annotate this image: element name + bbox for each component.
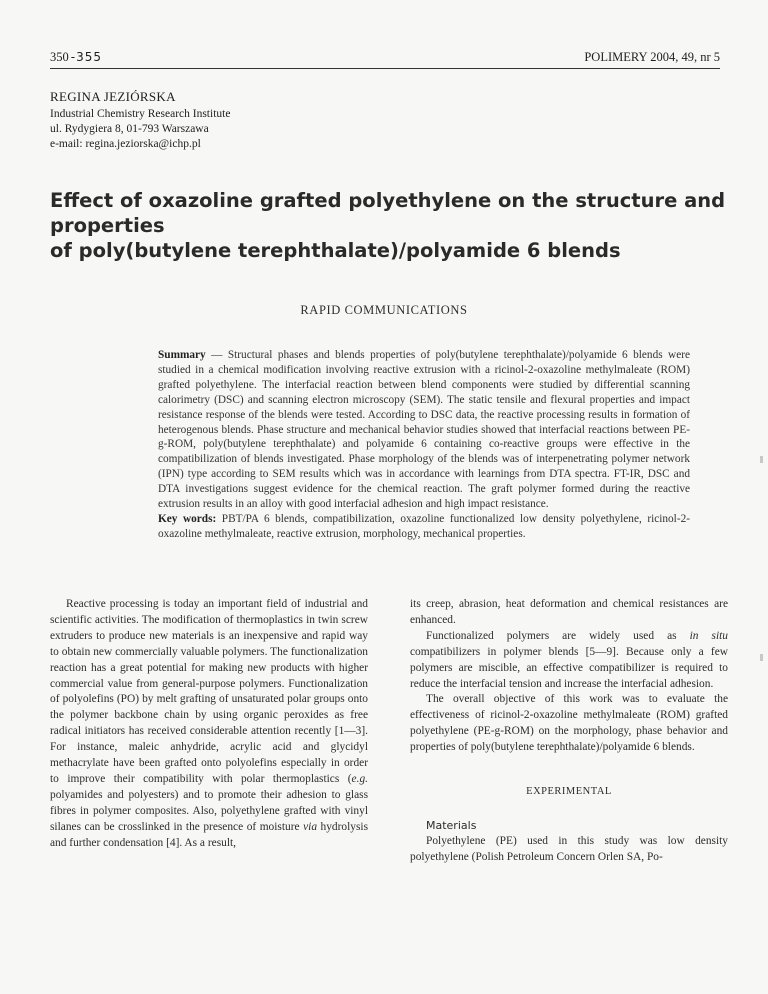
materials-paragraph: Polyethylene (PE) used in this study was low density polyethylene (Polish Petroleum Concern Orlen SA, Po- <box>410 834 728 863</box>
page-number: 350 -355 <box>50 50 102 64</box>
body-column-left <box>50 597 368 852</box>
author-name: REGINA JEZIÓRSKA <box>50 89 176 104</box>
keywords-text: PBT/PA 6 blends, compatibilization, oxazoline functionalized low density polyethylene, ricinol-2-oxazoline methylmaleate, reactive extrusion, morphology, mechanical properties. <box>158 512 690 540</box>
summary-block <box>158 348 690 542</box>
affiliation-institute: Industrial Chemistry Research Institute <box>50 108 231 120</box>
scan-edge-mark <box>760 456 763 463</box>
affiliation-email[interactable]: e-mail: regina.jeziorska@ichp.pl <box>50 138 201 150</box>
objective-paragraph: The overall objective of this work was to evaluate the effectiveness of ricinol-2-oxazoline methylmaleate (ROM) grafted polyethylene (PE-g-ROM) on the morphology, phase behavior and properties of poly(butylene terephthalate)/polyamide 6 blends. <box>410 693 728 754</box>
body-column-right <box>410 597 728 866</box>
continued-paragraph: its creep, abrasion, heat deformation and chemical resistances are enhanced. <box>410 598 728 626</box>
handwritten-page-range: -355 <box>70 50 102 64</box>
materials-heading: Materials <box>426 818 477 832</box>
keywords-label: Key words: <box>158 512 217 525</box>
title-line-1: Effect of oxazoline grafted polyethylene on the structure and properties <box>50 189 726 237</box>
running-header <box>50 50 720 70</box>
summary-paragraph <box>158 348 690 512</box>
affiliation-address: ul. Rydygiera 8, 01-793 Warszawa <box>50 123 209 135</box>
section-label: RAPID COMMUNICATIONS <box>300 303 468 317</box>
paper-title <box>50 188 730 263</box>
summary-label: Summary <box>158 349 206 361</box>
keywords-paragraph <box>158 512 690 542</box>
journal-citation: POLIMERY 2004, 49, nr 5 <box>584 50 720 64</box>
header-rule <box>50 68 720 69</box>
author-affiliation <box>50 107 230 152</box>
compatibilizer-paragraph: Functionalized polymers are widely used as in situ compatibilizers in polymer blends [5—9]. Because only a few polymers are miscible, an effective compatibilizer is required to reduce the interfacial tension and increase the interfacial adhesion. <box>410 629 728 690</box>
summary-text: — Structural phases and blends properties of poly(butylene terephthalate)/polyamide 6 blends were studied in a chemical modification involving reactive extrusion with a ricinol-2-oxazoline methylmaleate (ROM) grafted polyethylene. The interfacial reaction between blend components were studied by differential scanning calorimetry (DSC) and scanning electron microscopy (SEM). The static tensile and flexural properties and impact resistance response of the blends were tested. According to DSC data, the reactive processing results in formation of heterogenous blends. Phase structure and mechanical behavior studies showed that interfacial reactions between PE-g-ROM, poly(butylene terephthalate) and polyamide 6 containing co-reactive groups were effective in the compatibilization of blends investigated. Phase morphology of the blends was of interpenetrating polymer network (IPN) type according to SEM results which was in accordance with learnings from DTA spectra. FT-IR, DSC and DTA investigations suggest evidence for the chemical reaction. The graft polymer formed during the reactive extrusion results in an alloy with good interfacial adhesion and high impact resistance. <box>158 349 690 511</box>
intro-paragraph: Reactive processing is today an important field of industrial and scientific activities. The modification of thermoplastics in twin screw extruders to produce new materials is an inexpensive and rapid way to obtain new commercially valuable polymers. The functionalization reaction has a great potential for making new products with higher commercial value from general-purpose polymers. Functionalization of polyolefins (PO) by melt grafting of unsaturated polar groups onto the polymer backbone chain by using organic peroxides as free radical initiators has received considerable attention recently [1—3]. For instance, maleic anhydride, acrylic acid and glycidyl methacrylate have been grafted onto polyolefins especially in order to improve their compatibility with polar thermoplastics (e.g. polyamides and polyesters) and to promote their adhesion to glass fibres in polymer composites. Also, polyethylene grafted with vinyl silanes can be crosslinked in the presence of moisture via hydrolysis and further condensation [4]. As a result, <box>50 598 368 849</box>
scan-edge-mark <box>760 654 763 661</box>
title-line-2: of poly(butylene terephthalate)/polyamide 6 blends <box>50 239 621 262</box>
experimental-heading: EXPERIMENTAL <box>526 786 612 798</box>
